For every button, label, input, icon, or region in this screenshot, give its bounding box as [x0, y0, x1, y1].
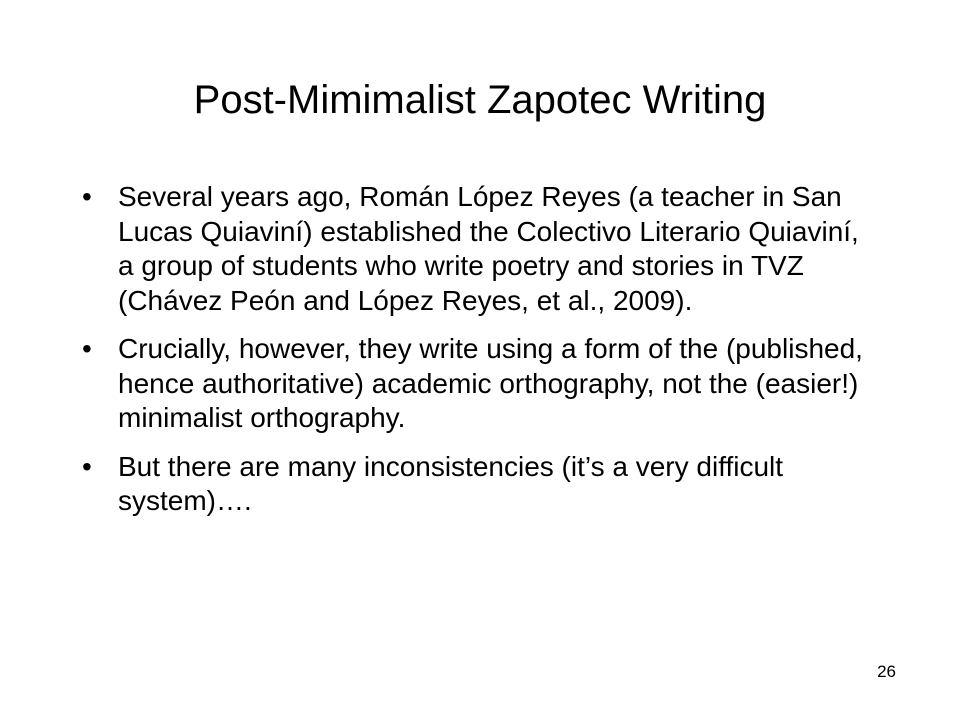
bullet-text: Several years ago, Román López Reyes (a teacher in San Lucas Quiaviní) established the Colectivo Literario Quiaviní, a group of students who write poetry and stories in TVZ (Chávez Peón and López Reyes, et al., 2009). [118, 181, 859, 316]
bullet-item [78, 332, 878, 436]
bullet-marker: • [82, 333, 92, 364]
slide-title: Post-Mimimalist Zapotec Writing [193, 78, 767, 122]
bullet-item [78, 180, 878, 318]
bullet-text: Crucially, however, they write using a form of the (published, hence authoritative) academic orthography, not the (easier!) minimalist orthography. [118, 333, 863, 433]
bullet-marker: • [82, 450, 92, 482]
bullet-list [78, 180, 878, 533]
bullet-text: But there are many inconsistencies (it’s a very difficult system)…. [118, 450, 784, 516]
bullet-item [78, 450, 878, 519]
bullet-marker: • [82, 181, 92, 212]
slide-number: 26 [877, 662, 896, 681]
